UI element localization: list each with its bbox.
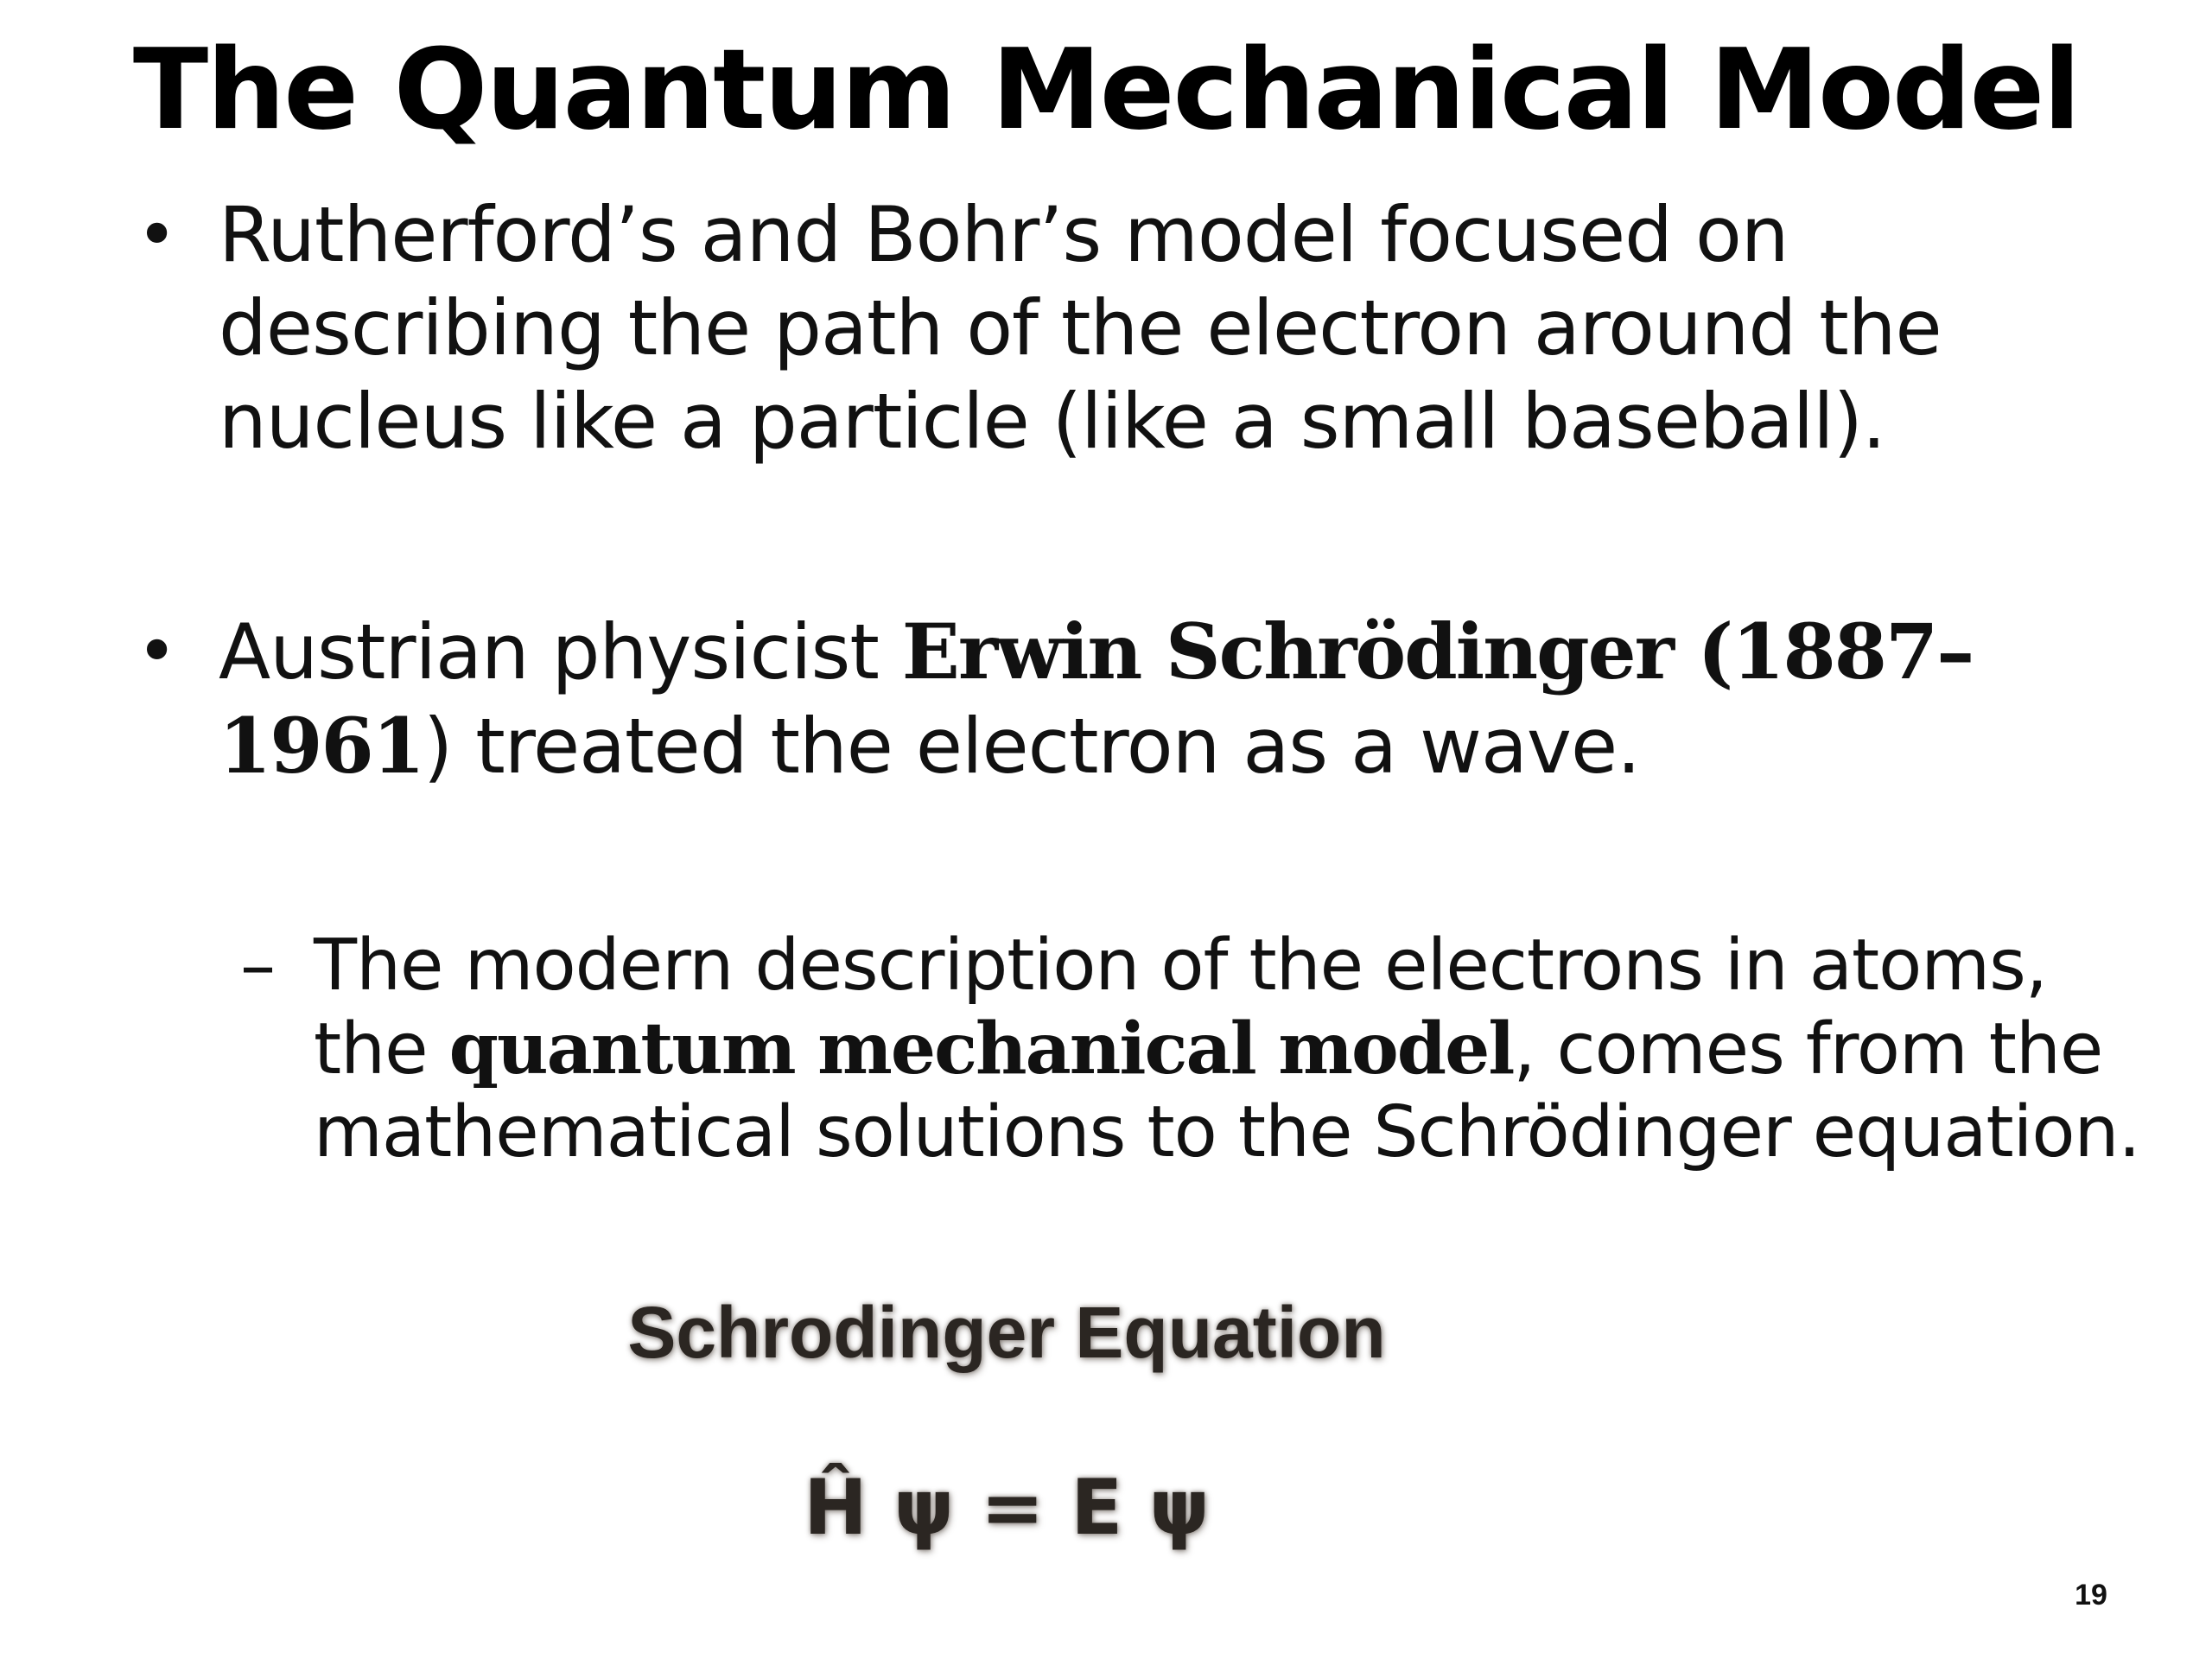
bullet-bold-name: Erwin Schrödinger (1887–1961: [219, 607, 1974, 791]
bullet-item-schrodinger: [137, 605, 2189, 793]
bullet-text-after: ) treated the electron as a wave.: [423, 702, 1641, 791]
sub-bullet-bold-term: quantum mechanical model: [448, 1007, 1514, 1090]
sub-bullet-marker: –: [240, 925, 275, 1007]
equation-label: Schrodinger Equation: [627, 1292, 1386, 1373]
sub-bullet-text-after: , comes from the mathematical solutions to the Schrödinger equation.: [314, 1008, 2140, 1173]
bullet-item-rutherford-bohr: [137, 188, 2189, 468]
sub-bullet-item: [240, 925, 2171, 1174]
bullet-marker: •: [137, 194, 177, 275]
bullet-text: Rutherford’s and Bohr’s model focused on describing the path of the electron around the nucleus like a particle (like a small baseball).: [219, 190, 1942, 466]
bullet-marker: •: [137, 611, 177, 691]
slide-title: The Quantum Mechanical Model: [132, 26, 2080, 155]
schrodinger-equation: Ĥ ψ = E ψ: [804, 1463, 1210, 1552]
page-number: 19: [2075, 1579, 2107, 1611]
sub-bullet-text-before: The modern description of the electrons in atoms, the: [314, 925, 2047, 1090]
bullet-text-before: Austrian physicist: [219, 607, 902, 696]
